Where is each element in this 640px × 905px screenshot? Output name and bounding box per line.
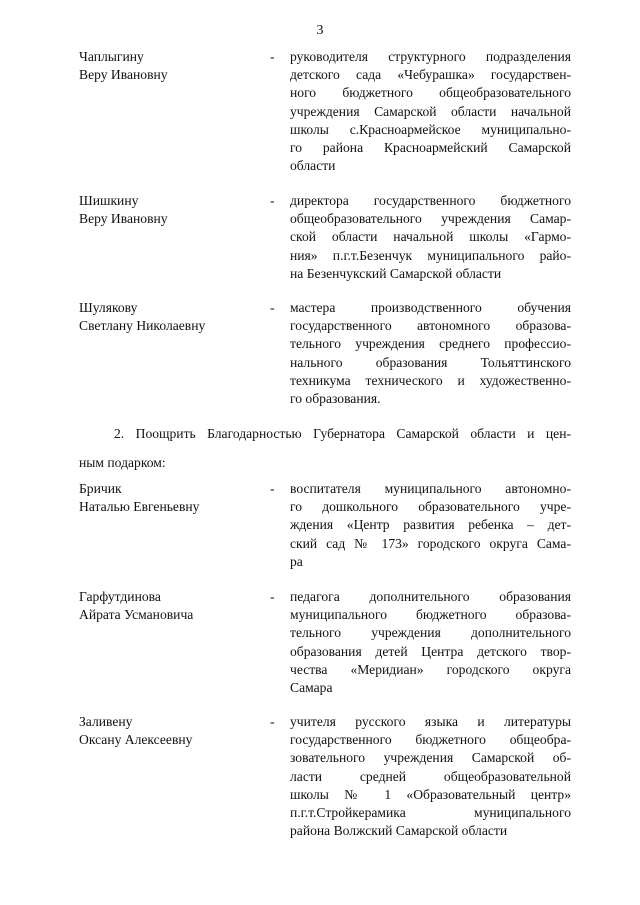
page-number: 3	[316, 23, 324, 38]
desc-line: техникума технического и художественно-	[290, 372, 571, 388]
paragraph-line: ным подарком:	[79, 455, 166, 470]
desc-line: государственного автономного образова-	[290, 318, 571, 334]
desc-line: руководителя структурного подразделения	[290, 49, 571, 64]
desc-line: образования детей Центра детского твор-	[290, 643, 571, 659]
desc-line: ного бюджетного общеобразовательного	[290, 85, 571, 101]
surname: Чаплыгину	[79, 49, 144, 64]
entry-dash: -	[270, 300, 275, 315]
position-description	[290, 480, 571, 571]
surname: Шулякову	[79, 300, 138, 315]
desc-line: общеобразовательного учреждения Самар-	[290, 211, 571, 227]
desc-line: нального образования Тольяттинского	[290, 354, 571, 370]
desc-line: школы № 1 «Образовательный центр»	[290, 786, 571, 802]
desc-line: зовательного учреждения Самарской об-	[290, 750, 571, 766]
desc-line: ждения «Центр развития ребенка – дет-	[290, 517, 571, 533]
entry-dash: -	[270, 589, 275, 604]
person-name	[79, 480, 259, 516]
desc-line: школы с.Красноармейское муниципально-	[290, 121, 571, 137]
given-names: Наталью Евгеньевну	[79, 499, 200, 515]
desc-line: ния» п.г.т.Безенчук муниципального райо-	[290, 247, 571, 263]
desc-line: тельного учреждения среднего профессио-	[290, 336, 571, 352]
person-name	[79, 713, 259, 749]
desc-line: учреждения Самарской области начальной	[290, 103, 571, 119]
desc-line: педагога дополнительного образования	[290, 589, 571, 604]
surname: Бричик	[79, 481, 122, 496]
desc-line: на Безенчукский Самарской области	[290, 265, 502, 281]
person-name	[79, 299, 259, 335]
position-description	[290, 48, 571, 175]
person-name	[79, 48, 259, 84]
person-name	[79, 588, 259, 624]
paragraph-line: 2. Поощрить Благодарностью Губернатора Самарской области и цен-	[114, 426, 571, 441]
entry-dash: -	[270, 714, 275, 729]
entry-dash: -	[270, 193, 275, 208]
given-names: Веру Ивановну	[79, 67, 168, 83]
desc-line: муниципального бюджетного образова-	[290, 607, 571, 623]
position-description	[290, 588, 571, 697]
desc-line: ский сад № 173» городского округа Сама-	[290, 535, 571, 551]
given-names: Светлану Николаевну	[79, 318, 206, 334]
position-description	[290, 192, 571, 283]
desc-line: ской области начальной школы «Гармо-	[290, 229, 571, 245]
person-name	[79, 192, 259, 228]
position-description	[290, 713, 571, 840]
entry-dash: -	[270, 49, 275, 64]
desc-line: Самара	[290, 680, 333, 696]
given-names: Оксану Алексеевну	[79, 732, 193, 748]
given-names: Айрата Усмановича	[79, 607, 194, 623]
desc-line: п.г.т.Стройкерамика муниципального	[290, 805, 571, 821]
desc-line: директора государственного бюджетного	[290, 193, 571, 208]
surname: Гарфутдинова	[79, 589, 161, 604]
desc-line: воспитателя муниципального автономно-	[290, 481, 571, 496]
paragraph-2	[79, 426, 571, 471]
desc-line: мастера производственного обучения	[290, 300, 571, 315]
surname: Заливену	[79, 714, 133, 729]
desc-line: чества «Меридиан» городского округа	[290, 661, 571, 677]
desc-line: области	[290, 158, 336, 174]
given-names: Веру Ивановну	[79, 211, 168, 227]
desc-line: учителя русского языка и литературы	[290, 714, 571, 729]
surname: Шишкину	[79, 193, 139, 208]
position-description	[290, 299, 571, 408]
desc-line: го дошкольного образовательного учре-	[290, 499, 571, 515]
desc-line: района Волжский Самарской области	[290, 823, 508, 839]
desc-line: тельного учреждения дополнительного	[290, 625, 571, 641]
desc-line: государственного бюджетного общеобра-	[290, 732, 571, 748]
desc-line: ласти средней общеобразовательной	[290, 768, 571, 784]
desc-line: го образования.	[290, 391, 381, 407]
desc-line: детского сада «Чебурашка» государствен-	[290, 67, 571, 83]
entry-dash: -	[270, 481, 275, 496]
desc-line: ра	[290, 553, 303, 569]
desc-line: го района Красноармейский Самарской	[290, 140, 571, 156]
